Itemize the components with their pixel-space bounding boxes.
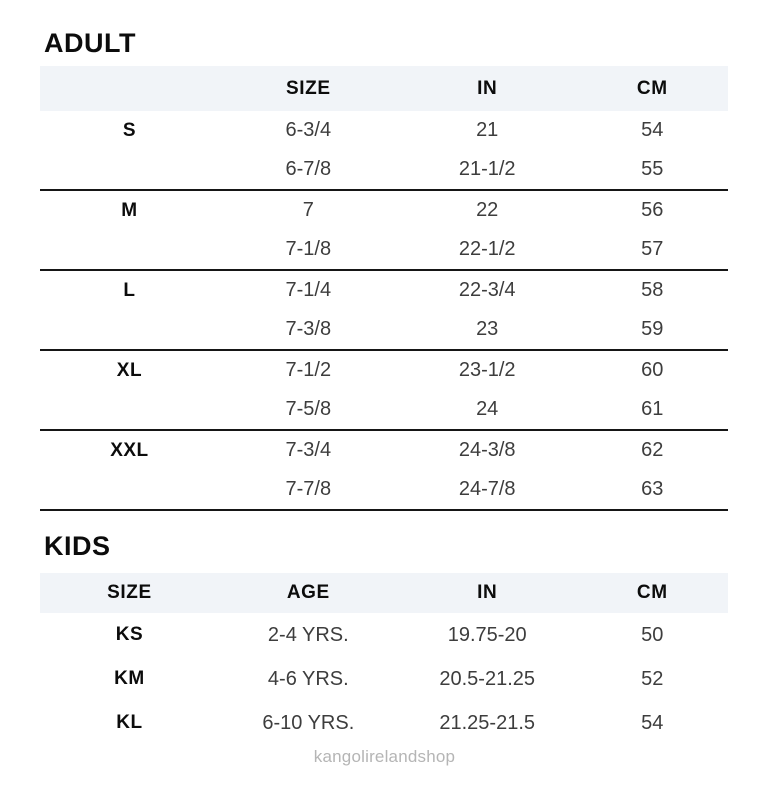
cell-in: 24 <box>476 398 499 420</box>
cell-cm: 56 <box>641 199 664 221</box>
column-header-size: SIZE <box>285 77 331 99</box>
adult-section-title: ADULT <box>44 28 136 58</box>
cell-cm: 60 <box>641 359 664 381</box>
cell-cm: 57 <box>641 238 664 260</box>
cell-cm: 55 <box>641 158 664 180</box>
adult-size-group-m <box>40 191 728 271</box>
table-row <box>40 150 728 189</box>
adult-size-group-l <box>40 271 728 351</box>
cell-in: 22-3/4 <box>458 279 516 301</box>
cell-in: 19.75-20 <box>447 623 527 646</box>
row-size-label: L <box>123 279 136 301</box>
cell-cm: 62 <box>641 439 664 461</box>
kids-size-table <box>40 573 728 745</box>
cell-cm: 63 <box>641 478 664 500</box>
cell-in: 21.25-21.5 <box>439 711 535 734</box>
row-size-label: KS <box>115 624 144 645</box>
table-row <box>40 613 728 657</box>
cell-in: 22 <box>476 199 499 221</box>
cell-age: 6-10 YRS. <box>262 711 355 734</box>
table-row <box>40 271 728 310</box>
adult-table-header <box>40 66 728 111</box>
cell-in: 20.5-21.25 <box>439 667 535 690</box>
column-header-in: IN <box>477 582 498 603</box>
cell-in: 24-7/8 <box>458 478 516 500</box>
cell-in: 22-1/2 <box>458 238 516 260</box>
adult-size-group-xl <box>40 351 728 431</box>
table-row <box>40 351 728 390</box>
row-size-label: M <box>121 199 138 221</box>
cell-in: 21 <box>476 119 499 141</box>
cell-cm: 59 <box>641 318 664 340</box>
column-header-cm: CM <box>636 77 668 99</box>
cell-age: 2-4 YRS. <box>267 623 349 646</box>
cell-cm: 54 <box>641 119 664 141</box>
table-row <box>40 230 728 269</box>
watermark: kangolirelandshop <box>313 747 456 766</box>
table-row <box>40 310 728 349</box>
cell-size: 7 <box>302 199 314 221</box>
kids-section-title: KIDS <box>44 531 111 561</box>
cell-size: 7-7/8 <box>285 478 332 500</box>
column-header-size: SIZE <box>107 582 152 603</box>
table-row <box>40 657 728 701</box>
table-row <box>40 701 728 745</box>
adult-size-table <box>40 66 728 511</box>
row-size-label: XXL <box>110 439 149 461</box>
cell-size: 6-7/8 <box>285 158 332 180</box>
cell-in: 23 <box>476 318 499 340</box>
kids-table-header <box>40 573 728 613</box>
table-row <box>40 111 728 150</box>
cell-in: 24-3/8 <box>458 439 516 461</box>
cell-in: 21-1/2 <box>458 158 516 180</box>
cell-cm: 58 <box>641 279 664 301</box>
row-size-label: XL <box>116 359 143 381</box>
cell-size: 7-1/4 <box>285 279 332 301</box>
row-size-label: KL <box>116 712 143 733</box>
table-row <box>40 390 728 429</box>
cell-size: 7-5/8 <box>285 398 332 420</box>
cell-size: 7-1/2 <box>285 359 332 381</box>
cell-cm: 54 <box>641 711 664 734</box>
cell-size: 7-3/4 <box>285 439 332 461</box>
cell-cm: 50 <box>641 623 664 646</box>
row-size-label: KM <box>114 668 145 689</box>
cell-cm: 61 <box>641 398 664 420</box>
column-header-in: IN <box>477 77 498 99</box>
table-row <box>40 431 728 470</box>
cell-size: 7-3/8 <box>285 318 332 340</box>
cell-age: 4-6 YRS. <box>267 667 349 690</box>
adult-size-group-xxl <box>40 431 728 511</box>
table-row <box>40 191 728 230</box>
adult-size-group-s <box>40 111 728 191</box>
cell-size: 6-3/4 <box>285 119 332 141</box>
column-header-age: AGE <box>286 582 330 603</box>
row-size-label: S <box>122 119 137 141</box>
column-header-cm: CM <box>636 582 668 603</box>
cell-cm: 52 <box>641 667 664 690</box>
cell-size: 7-1/8 <box>285 238 332 260</box>
table-row <box>40 470 728 509</box>
cell-in: 23-1/2 <box>458 359 516 381</box>
